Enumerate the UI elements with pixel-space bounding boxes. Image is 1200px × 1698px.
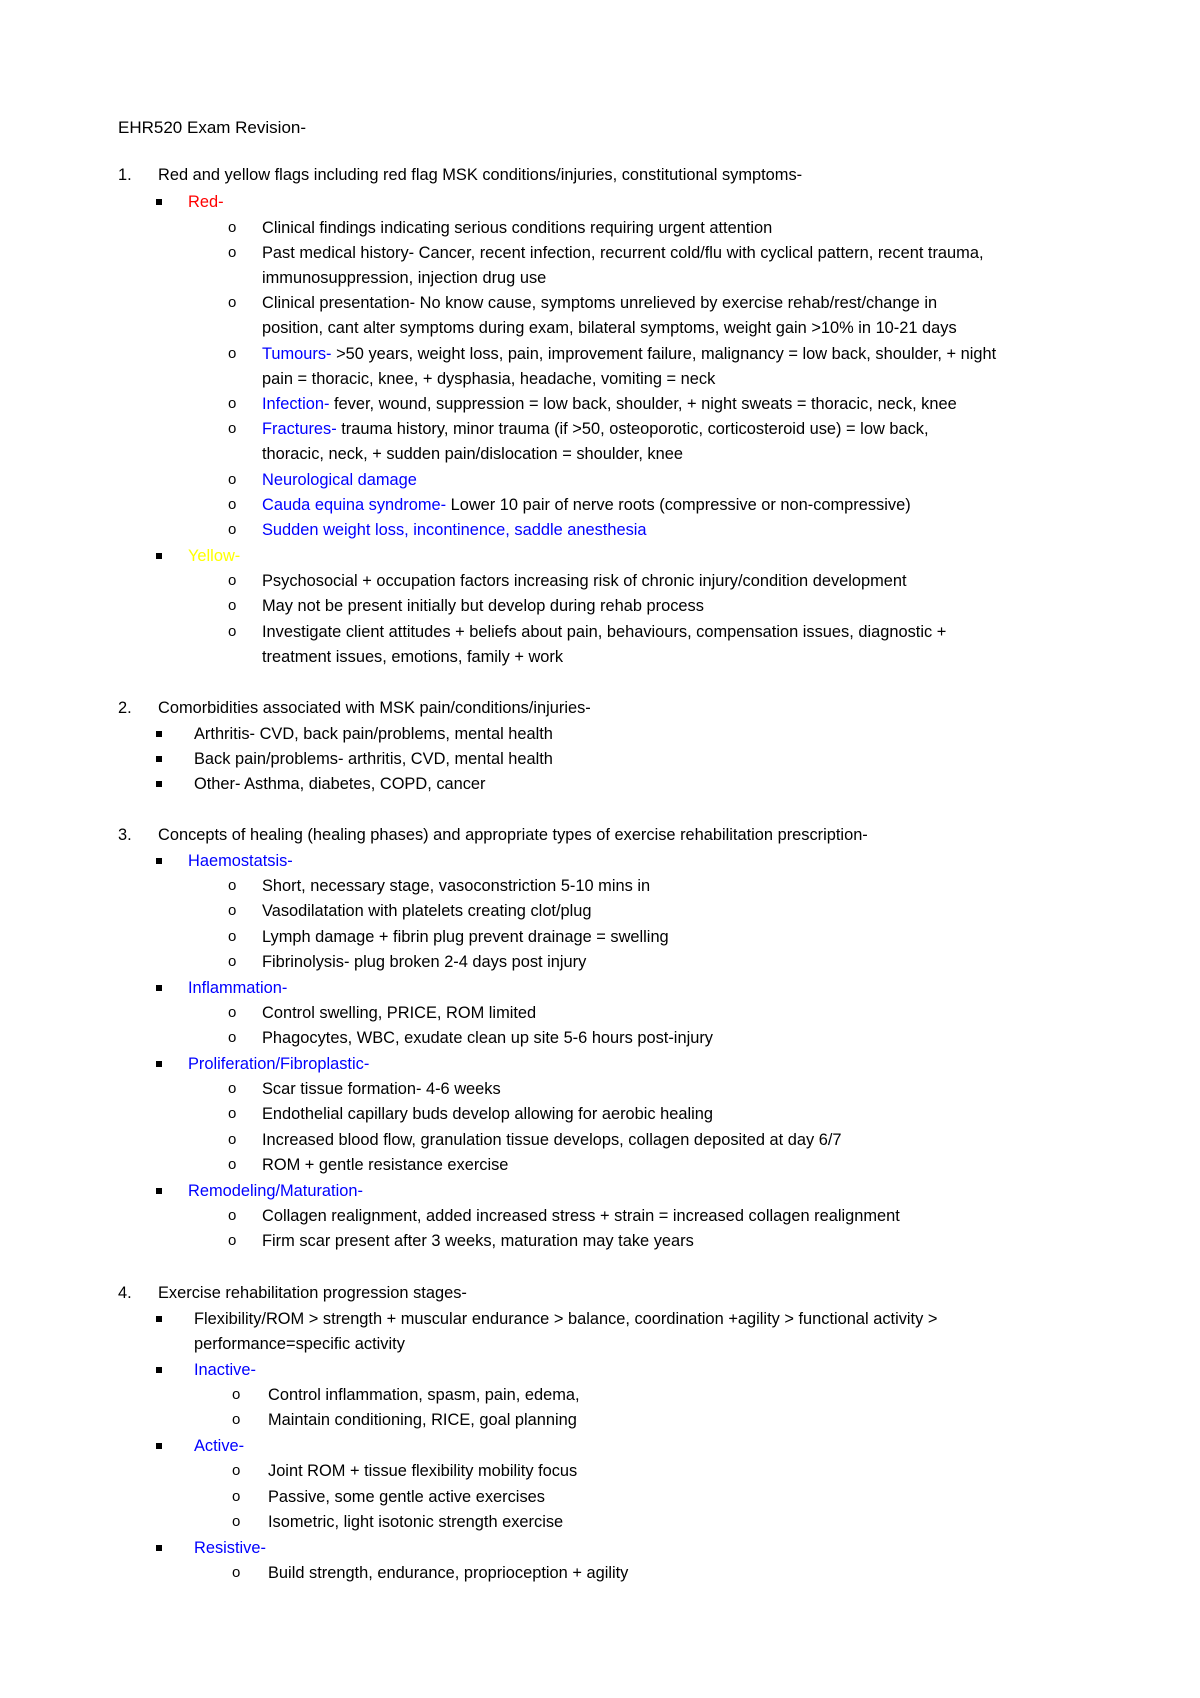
circle-bullet: o [228, 1232, 237, 1249]
list-item: Joint ROM + tissue flexibility mobility focus [268, 1462, 578, 1480]
circle-bullet: o [228, 877, 237, 894]
cauda-label: Cauda equina syndrome- [262, 496, 447, 514]
cauda-text: Lower 10 pair of nerve roots (compressive or non-compressive) [446, 496, 911, 514]
square-bullet [156, 858, 162, 864]
list-item: Increased blood flow, granulation tissue develops, collagen deposited at day 6/7 [262, 1131, 842, 1149]
section-1-heading: Red and yellow flags including red flag MSK conditions/injuries, constitutional symptoms- [158, 166, 803, 184]
section-4-number: 4. [118, 1284, 132, 1302]
circle-bullet: o [228, 420, 237, 437]
red-flag-label: Red- [188, 193, 224, 211]
tumours-item [262, 343, 996, 365]
tumours-text: >50 years, weight loss, pain, improvement failure, malignancy = low back, shoulder, + night [331, 345, 997, 363]
circle-bullet: o [228, 953, 237, 970]
list-item: Back pain/problems- arthritis, CVD, mental health [194, 750, 553, 768]
yellow-flag-label: Yellow- [188, 547, 241, 565]
list-item: Isometric, light isotonic strength exercise [268, 1513, 564, 1531]
circle-bullet: o [228, 345, 237, 362]
list-item: ROM + gentle resistance exercise [262, 1156, 509, 1174]
circle-bullet: o [228, 623, 237, 640]
list-item: Vasodilatation with platelets creating clot/plug [262, 902, 592, 920]
square-bullet [156, 1443, 162, 1449]
fractures-label: Fractures- [262, 420, 337, 438]
list-item: Flexibility/ROM > strength + muscular endurance > balance, coordination +agility > functional activity > [194, 1310, 938, 1328]
square-bullet [156, 985, 162, 991]
list-item: Control inflammation, spasm, pain, edema, [268, 1386, 580, 1404]
circle-bullet: o [228, 1207, 237, 1224]
circle-bullet: o [228, 928, 237, 945]
list-item: Fibrinolysis- plug broken 2-4 days post injury [262, 953, 587, 971]
list-item: Scar tissue formation- 4-6 weeks [262, 1080, 501, 1098]
circle-bullet: o [228, 471, 237, 488]
list-item: Psychosocial + occupation factors increasing risk of chronic injury/condition development [262, 572, 907, 590]
section-1-number: 1. [118, 166, 132, 184]
square-bullet [156, 199, 162, 205]
square-bullet [156, 781, 162, 787]
list-item: Clinical presentation- No know cause, symptoms unrelieved by exercise rehab/rest/change in [262, 294, 938, 312]
circle-bullet: o [228, 1004, 237, 1021]
circle-bullet: o [232, 1411, 241, 1428]
circle-bullet: o [232, 1513, 241, 1530]
list-item: May not be present initially but develop during rehab process [262, 597, 704, 615]
tumours-cont: pain = thoracic, knee, + dysphasia, headache, vomiting = neck [262, 370, 716, 388]
section-2-heading: Comorbidities associated with MSK pain/conditions/injuries- [158, 699, 591, 717]
list-item-cont: performance=specific activity [194, 1335, 405, 1353]
proliferation-label: Proliferation/Fibroplastic- [188, 1055, 370, 1073]
list-item-cont: treatment issues, emotions, family + work [262, 648, 564, 666]
square-bullet [156, 1061, 162, 1067]
square-bullet [156, 1367, 162, 1373]
circle-bullet: o [228, 219, 237, 236]
square-bullet [156, 1316, 162, 1322]
list-item: Phagocytes, WBC, exudate clean up site 5-6 hours post-injury [262, 1029, 713, 1047]
infection-item [262, 393, 957, 415]
circle-bullet: o [228, 597, 237, 614]
square-bullet [156, 1545, 162, 1551]
list-item: Build strength, endurance, proprioception + agility [268, 1564, 629, 1582]
circle-bullet: o [228, 244, 237, 261]
section-2-number: 2. [118, 699, 132, 717]
list-item: Lymph damage + fibrin plug prevent drainage = swelling [262, 928, 669, 946]
list-item: Clinical findings indicating serious conditions requiring urgent attention [262, 219, 773, 237]
list-item: Short, necessary stage, vasoconstriction 5-10 mins in [262, 877, 651, 895]
resistive-label: Resistive- [194, 1539, 266, 1557]
neurological-label: Neurological damage [262, 471, 417, 489]
list-item: Collagen realignment, added increased stress + strain = increased collagen realignment [262, 1207, 900, 1225]
cauda-item [262, 494, 911, 516]
square-bullet [156, 553, 162, 559]
inflammation-label: Inflammation- [188, 979, 288, 997]
remodeling-label: Remodeling/Maturation- [188, 1182, 363, 1200]
list-item-cont: position, cant alter symptoms during exam, bilateral symptoms, weight gain >10% in 10-21 days [262, 319, 957, 337]
square-bullet [156, 756, 162, 762]
circle-bullet: o [232, 1488, 241, 1505]
list-item: Maintain conditioning, RICE, goal planning [268, 1411, 577, 1429]
section-3-heading: Concepts of healing (healing phases) and appropriate types of exercise rehabilitation prescription- [158, 826, 868, 844]
list-item: Arthritis- CVD, back pain/problems, mental health [194, 725, 553, 743]
square-bullet [156, 731, 162, 737]
haemostasis-label: Haemostatsis- [188, 852, 293, 870]
list-item-cont: immunosuppression, injection drug use [262, 269, 547, 287]
list-item: Control swelling, PRICE, ROM limited [262, 1004, 537, 1022]
fractures-cont: thoracic, neck, + sudden pain/dislocation = shoulder, knee [262, 445, 683, 463]
circle-bullet: o [228, 1080, 237, 1097]
circle-bullet: o [228, 572, 237, 589]
circle-bullet: o [228, 1105, 237, 1122]
tumours-label: Tumours- [262, 345, 332, 363]
active-label: Active- [194, 1437, 245, 1455]
circle-bullet: o [228, 1131, 237, 1148]
list-item: Other- Asthma, diabetes, COPD, cancer [194, 775, 486, 793]
section-4-heading: Exercise rehabilitation progression stages- [158, 1284, 467, 1302]
list-item: Past medical history- Cancer, recent infection, recurrent cold/flu with cyclical pattern, recent trauma, [262, 244, 984, 262]
circle-bullet: o [228, 902, 237, 919]
circle-bullet: o [228, 294, 237, 311]
document-title: EHR520 Exam Revision- [118, 118, 307, 137]
circle-bullet: o [228, 496, 237, 513]
circle-bullet: o [232, 1386, 241, 1403]
circle-bullet: o [228, 395, 237, 412]
list-item: Investigate client attitudes + beliefs about pain, behaviours, compensation issues, diagnostic + [262, 623, 947, 641]
list-item: Endothelial capillary buds develop allowing for aerobic healing [262, 1105, 714, 1123]
circle-bullet: o [228, 521, 237, 538]
section-3-number: 3. [118, 826, 132, 844]
fractures-text: trauma history, minor trauma (if >50, osteoporotic, corticosteroid use) = low back, [336, 420, 929, 438]
list-item: Firm scar present after 3 weeks, maturation may take years [262, 1232, 694, 1250]
inactive-label: Inactive- [194, 1361, 256, 1379]
circle-bullet: o [232, 1564, 241, 1581]
circle-bullet: o [228, 1029, 237, 1046]
infection-text: fever, wound, suppression = low back, shoulder, + night sweats = thoracic, neck, knee [329, 395, 957, 413]
square-bullet [156, 1188, 162, 1194]
circle-bullet: o [228, 1156, 237, 1173]
fractures-item [262, 418, 929, 440]
infection-label: Infection- [262, 395, 330, 413]
list-item: Passive, some gentle active exercises [268, 1488, 545, 1506]
sudden-label: Sudden weight loss, incontinence, saddle anesthesia [262, 521, 647, 539]
circle-bullet: o [232, 1462, 241, 1479]
